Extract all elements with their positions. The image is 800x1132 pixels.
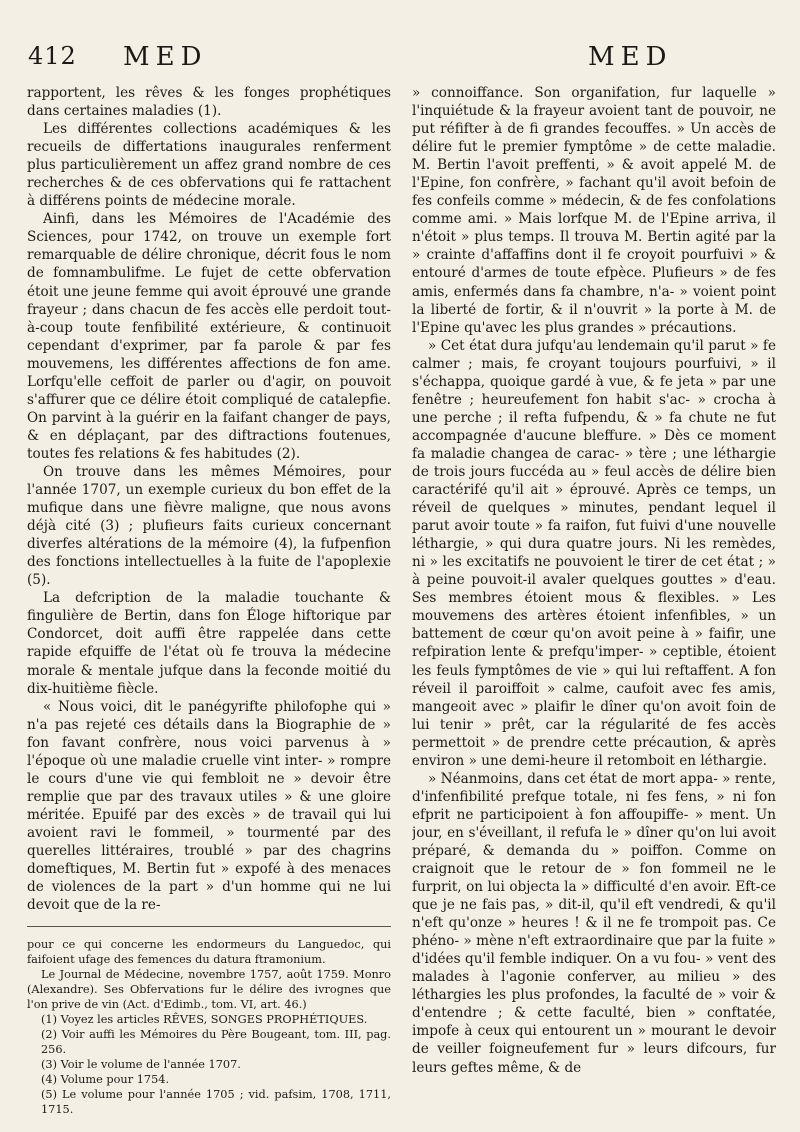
footnote-reference: Le Journal de Médecine, novembre 1757, août 1759. Monro (Alexandre). Ses Obfervations fur le délire des ivrognes que l'on prive de vin (Act. d'Edimb., tom. VI, art. 46.) <box>27 968 391 1012</box>
paragraph: Ainfi, dans les Mémoires de l'Académie des Sciences, pour 1742, on trouve un exemple fort remarquable de délire chronique, décrit fous le nom de fomnambulifme. Le fujet de cette obfervation étoit une jeune femme qui avoit éprouvé une grande frayeur ; dans chacun de fes accès elle perdoit tout-à-coup toute fenfibilité extérieure, & continuoit cependant d'exprimer, par fa parole & par fes mouvemens, les différentes affections de fon ame. Lorfqu'elle ceffoit de parler ou d'agir, on pouvoit s'affurer que ce délire étoit compliqué de catalepfie. On parvint à la guérir en la faifant changer de pays, & en déplaçant, par des diftractions foutenues, toutes fes relations & fes habitudes (2). <box>27 211 391 462</box>
footnote-2: (2) Voir auffi les Mémoires du Père Bougeant, tom. III, pag. 256. <box>41 1028 391 1057</box>
footnote-3: (3) Voir le volume de l'année 1707. <box>41 1058 241 1072</box>
paragraph: On trouve dans les mêmes Mémoires, pour l'année 1707, un exemple curieux du bon effet de la mufique dans une fièvre maligne, que nous avons déjà cité (3) ; plufieurs faits curieux concernant diverfes altérations de la mémoire (4), la fufpenfion des fonctions intellectuelles à la fuite de l'apoplexie (5). <box>27 463 391 589</box>
page-number: 412 <box>28 42 77 70</box>
footnote-continuation: pour ce qui concerne les endormeurs du Languedoc, qui faifoient ufage des femences du datura ftramonium. <box>27 938 391 967</box>
paragraph: rapportent, les rêves & les fonges prophétiques dans certaines maladies (1). <box>27 85 391 120</box>
footnote-4: (4) Volume pour 1754. <box>41 1073 170 1087</box>
paragraph: La defcription de la maladie touchante & fingulière de Bertin, dans fon Éloge hiftorique par Condorcet, doit auffi être rappelée dans cette rapide efquiffe de l'état où fe trouva la médecine morale & mentale jufque dans la feconde moitié du dix-huitième fiècle. <box>27 590 391 697</box>
quotation-paragraph: » Néanmoins, dans cet état de mort appa- » rente, d'infenfibilité prefque totale, ni fes fens, » ni fon efprit ne participoient à fon affoupiffe- » ment. Un jour, en s'éveillant, il refufa le » dîner qu'on lui avoit préparé, & demanda du » poiffon. Comme on craignoit que le retour de » fon fommeil ne le furprit, on lui objecta la » difficulté d'en avoir. Eft-ce que je ne fais pas, » dit-il, qu'il eft vendredi, & qu'il n'eft qu'onze » heures ! & il ne fe trompoit pas. Ce phéno- » mène n'eft extraordinaire que par la fuite » d'idées qu'il femble indiquer. On a vu fou- » vent des malades à l'agonie conferver, au milieu » des léthargies les plus profondes, la faculté de » voir & d'entendre ; & cette faculté, bien » conftatée, impofe à ceux qui entourent un » mourant le devoir de veiller foigneufement fur » leurs difcours, fur leurs geftes même, & de <box>412 770 776 1076</box>
footnote-1: (1) Voyez les articles RÊVES, SONGES PROPHÉTIQUES. <box>41 1013 368 1027</box>
running-head-left: MED <box>123 42 208 72</box>
footnote-divider <box>27 926 391 927</box>
quotation-paragraph: » connoiffance. Son organifation, fur laquelle » l'inquiétude & la frayeur avoient tant de pouvoir, ne put réfifter à de fi grandes fecouffes. » Un accès de délire fut le premier fymptôme » de cette maladie. M. Bertin l'avoit preffenti, » & avoit appelé M. de l'Epine, fon confrère, » fachant qu'il avoit befoin de fes confeils comme » médecin, & de fes confolations comme ami. » Mais lorfque M. de l'Epine arriva, il n'étoit » plus temps. Il trouva M. Bertin agité par la » crainte d'affaffins dont il fe croyoit pourfuivi » & entouré d'armes de toute efpèce. Plufieurs » de fes amis, enfermés dans fa chambre, n'a- » voient point la liberté de fortir, & il n'ouvrit » la porte à M. de l'Epine qu'avec les plus grandes » précautions. <box>412 85 776 336</box>
running-head-right: MED <box>588 42 673 72</box>
right-column <box>412 84 776 1119</box>
quotation-paragraph: » Cet état dura jufqu'au lendemain qu'il parut » fe calmer ; mais, fe croyant toujours pourfuivi, » il s'échappa, quoique gardé à vue, & fe jeta » par une fenêtre ; heureufement fon habit s'ac- » crocha à une perche ; il refta fufpendu, & » fa chute ne fut accompagnée d'aucune bleffure. » Dès ce moment fa maladie changea de carac- » tère ; une léthargie de trois jours fuccéda au » feul accès de délire bien caractérifé qu'il ait » éprouvé. Après ce temps, un réveil de quelques » minutes, pendant lequel il parut avoir toute » fa raifon, fut fuivi d'une nouvelle léthargie, » qui dura quatre jours. Ni les remèdes, ni » les excitatifs ne pouvoient le tirer de cet état ; » à peine pouvoit-il avaler quelques gouttes » d'eau. Ses membres étoient mous & flexibles. » Les mouvemens des artères étoient infenfibles, » un battement de cœur qu'on avoit peine à » faifir, une refpiration lente & prefqu'imper- » ceptible, étoient les feuls fymptômes de vie » qui lui reftaffent. A fon réveil il paroiffoit » calme, caufoit avec fes amis, mangeoit avec » plaifir le dîner qu'on avoit foin de lui tenir » prêt, car la régularité de fes accès permettoit » de prendre cette précaution, & après environ » une demi-heure il retomboit en léthargie. <box>412 337 776 769</box>
left-column <box>27 84 391 1119</box>
quotation-paragraph: « Nous voici, dit le panégyrifte philofophe qui » n'a pas rejeté ces détails dans la Biographie de » fon favant confrère, nous voici parvenus à » l'époque où une maladie cruelle vint inter- » rompre le cours d'une vie qui fembloit ne » devoir être remplie que par des travaux utiles » & une gloire méritée. Epuifé par des excès » de travail qui lui avoient ravi le fommeil, » tourmenté par des querelles littéraires, troublé » par des chagrins domeftiques, M. Bertin fut » expofé à des menaces de violences de la part » d'un homme qui ne lui devoit que de la re- <box>27 698 391 914</box>
paragraph: Les différentes collections académiques & les recueils de differtations inaugurales renferment plus particulièrement un affez grand nombre de ces recherches & de ces obfervations qui fe rattachent à différens points de médecine morale. <box>27 121 391 210</box>
page-header <box>28 42 770 82</box>
footnote-5: (5) Le volume pour l'année 1705 ; vid. pafsim, 1708, 1711, 1715. <box>41 1088 391 1117</box>
